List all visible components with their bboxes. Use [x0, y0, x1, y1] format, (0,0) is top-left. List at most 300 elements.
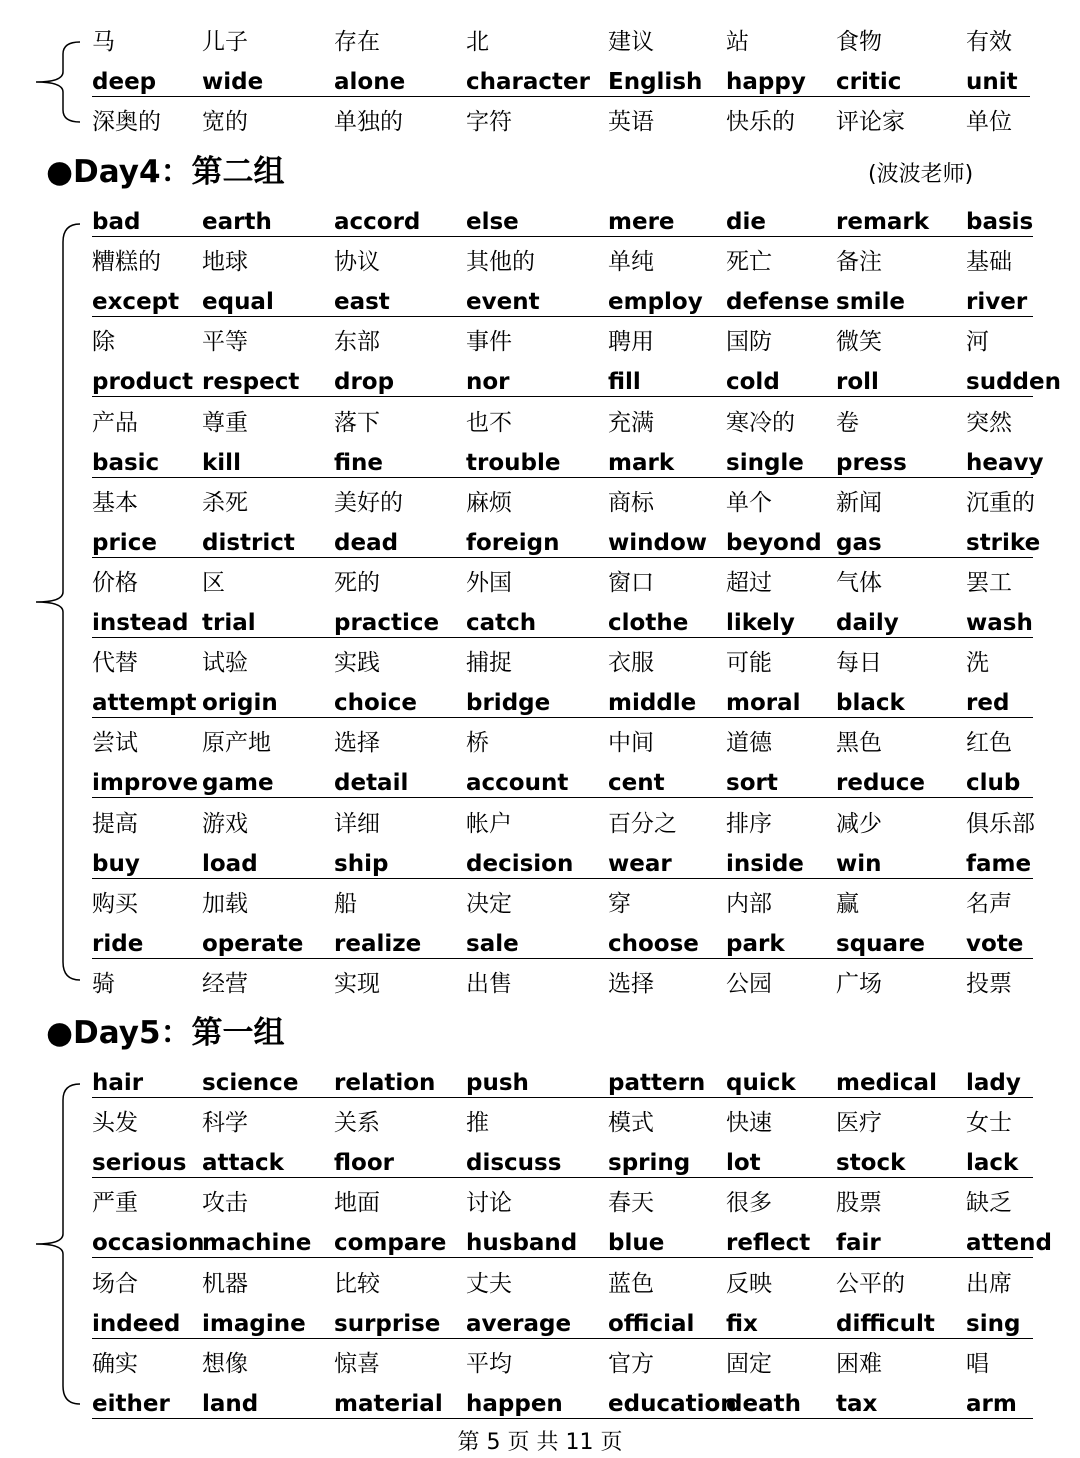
chinese-meaning: 卷 [836, 410, 859, 436]
english-word: official [608, 1311, 695, 1337]
section-heading-day5: ●Day5：第一组 [46, 1015, 285, 1051]
chinese-meaning: 困难 [836, 1351, 882, 1377]
chinese-meaning: 英语 [608, 109, 654, 135]
english-word-row [0, 1143, 1080, 1183]
english-word: death [726, 1391, 801, 1417]
chinese-meaning: 减少 [836, 811, 882, 837]
english-word: trial [202, 610, 256, 636]
chinese-meaning: 实现 [334, 971, 380, 997]
underline-rule [92, 1257, 1033, 1258]
chinese-meaning: 气体 [836, 570, 882, 596]
underline-rule [92, 878, 1033, 879]
underline-rule [92, 717, 1033, 718]
english-word: square [836, 931, 925, 957]
english-word: cent [608, 770, 665, 796]
chinese-meaning: 帐户 [466, 811, 512, 837]
english-word: defense [726, 289, 830, 315]
english-word: education [608, 1391, 737, 1417]
chinese-meaning: 黑色 [836, 730, 882, 756]
chinese-meaning: 站 [726, 29, 749, 55]
english-word: wash [966, 610, 1033, 636]
english-word: strike [966, 530, 1041, 556]
chinese-meaning: 评论家 [836, 109, 905, 135]
english-word: science [202, 1070, 299, 1096]
english-word: catch [466, 610, 537, 636]
chinese-meaning: 攻击 [202, 1190, 248, 1216]
english-word: land [202, 1391, 259, 1417]
english-word: blue [608, 1230, 665, 1256]
english-word: either [92, 1391, 170, 1417]
chinese-meaning: 蓝色 [608, 1271, 654, 1297]
chinese-meaning: 衣服 [608, 650, 654, 676]
chinese-meaning: 原产地 [202, 730, 271, 756]
english-word: roll [836, 369, 879, 395]
chinese-meaning: 场合 [92, 1271, 138, 1297]
chinese-meaning: 窗口 [608, 570, 654, 596]
english-word: clothe [608, 610, 689, 636]
english-word: dead [334, 530, 399, 556]
chinese-meaning: 机器 [202, 1271, 248, 1297]
chinese-meaning: 比较 [334, 1271, 380, 1297]
english-word: serious [92, 1150, 187, 1176]
english-word: load [202, 851, 258, 877]
english-word: black [836, 690, 905, 716]
english-word-row [0, 844, 1080, 884]
english-word-row [0, 924, 1080, 964]
english-word: moral [726, 690, 801, 716]
english-word: ride [92, 931, 144, 957]
chinese-meaning: 很多 [726, 1190, 772, 1216]
chinese-meaning: 寒冷的 [726, 410, 795, 436]
english-word: arm [966, 1391, 1017, 1417]
underline-rule [92, 637, 1033, 638]
english-word: remark [836, 209, 930, 235]
chinese-meaning: 固定 [726, 1351, 772, 1377]
chinese-meaning: 唱 [966, 1351, 989, 1377]
english-word: account [466, 770, 569, 796]
underline-rule [92, 96, 1030, 97]
chinese-meaning: 其他的 [466, 249, 535, 275]
english-word: tax [836, 1391, 878, 1417]
chinese-meaning: 内部 [726, 891, 772, 917]
english-word-row [0, 523, 1080, 563]
english-word: hair [92, 1070, 144, 1096]
chinese-meaning: 有效 [966, 29, 1012, 55]
english-word: spring [608, 1150, 691, 1176]
page-footer: 第 5 页 共 11 页 [457, 1430, 623, 1455]
english-word: mere [608, 209, 675, 235]
english-word-row [0, 1223, 1080, 1263]
english-word: product [92, 369, 194, 395]
english-word: push [466, 1070, 529, 1096]
english-word-row [0, 1063, 1080, 1103]
chinese-meaning: 提高 [92, 811, 138, 837]
chinese-meaning: 赢 [836, 891, 859, 917]
english-word: sing [966, 1311, 1021, 1337]
chinese-meaning: 出席 [966, 1271, 1012, 1297]
chinese-meaning: 广场 [836, 971, 882, 997]
english-word-row [0, 362, 1080, 402]
chinese-meaning: 麻烦 [466, 490, 512, 516]
english-word: occasion [92, 1230, 205, 1256]
english-word: relation [334, 1070, 436, 1096]
english-word: inside [726, 851, 804, 877]
english-word: deep [92, 69, 157, 95]
chinese-meaning: 代替 [92, 650, 138, 676]
english-word: material [334, 1391, 443, 1417]
chinese-meaning: 沉重的 [966, 490, 1035, 516]
english-word: wide [202, 69, 264, 95]
english-word: floor [334, 1150, 394, 1176]
english-word: husband [466, 1230, 578, 1256]
chinese-meaning: 建议 [608, 29, 654, 55]
underline-rule [92, 236, 1033, 237]
english-word: discuss [466, 1150, 562, 1176]
chinese-meaning: 头发 [92, 1110, 138, 1136]
english-word: critic [836, 69, 902, 95]
english-word: pattern [608, 1070, 706, 1096]
english-word: ship [334, 851, 389, 877]
underline-rule [92, 396, 1033, 397]
english-word-row [0, 683, 1080, 723]
english-word: kill [202, 450, 241, 476]
chinese-meaning: 科学 [202, 1110, 248, 1136]
chinese-meaning: 外国 [466, 570, 512, 596]
chinese-meaning: 试验 [202, 650, 248, 676]
english-word: earth [202, 209, 272, 235]
chinese-meaning: 单纯 [608, 249, 654, 275]
english-word: compare [334, 1230, 447, 1256]
chinese-meaning: 死亡 [726, 249, 772, 275]
chinese-meaning: 新闻 [836, 490, 882, 516]
english-word: lady [966, 1070, 1021, 1096]
english-word: event [466, 289, 540, 315]
chinese-meaning: 可能 [726, 650, 772, 676]
chinese-meaning-row [0, 884, 1080, 924]
chinese-meaning: 单个 [726, 490, 772, 516]
english-word: decision [466, 851, 574, 877]
english-word: fame [966, 851, 1032, 877]
chinese-meaning: 缺乏 [966, 1190, 1012, 1216]
chinese-meaning: 船 [334, 891, 357, 917]
underline-rule [92, 958, 1033, 959]
chinese-meaning: 区 [202, 570, 225, 596]
chinese-meaning: 基本 [92, 490, 138, 516]
chinese-meaning: 聘用 [608, 329, 654, 355]
chinese-meaning: 单独的 [334, 109, 403, 135]
chinese-meaning: 地面 [334, 1190, 380, 1216]
chinese-meaning: 事件 [466, 329, 512, 355]
chinese-meaning: 死的 [334, 570, 380, 596]
english-word-row [0, 443, 1080, 483]
chinese-meaning: 落下 [334, 410, 380, 436]
chinese-meaning: 惊喜 [334, 1351, 380, 1377]
chinese-meaning-row [0, 723, 1080, 763]
english-word: choose [608, 931, 699, 957]
chinese-meaning: 确实 [92, 1351, 138, 1377]
chinese-meaning-row [0, 322, 1080, 362]
english-word: unit [966, 69, 1018, 95]
english-word: accord [334, 209, 421, 235]
chinese-meaning: 尝试 [92, 730, 138, 756]
chinese-meaning: 除 [92, 329, 115, 355]
english-word: river [966, 289, 1028, 315]
english-word-row [0, 202, 1080, 242]
chinese-meaning: 美好的 [334, 490, 403, 516]
english-word: practice [334, 610, 440, 636]
english-word: wear [608, 851, 672, 877]
chinese-meaning: 洗 [966, 650, 989, 676]
english-word: bridge [466, 690, 551, 716]
chinese-meaning: 讨论 [466, 1190, 512, 1216]
chinese-meaning-row [0, 242, 1080, 282]
chinese-meaning: 食物 [836, 29, 882, 55]
underline-rule [92, 1418, 1033, 1419]
chinese-meaning: 排序 [726, 811, 772, 837]
chinese-meaning: 糟糕的 [92, 249, 161, 275]
english-word: vote [966, 931, 1024, 957]
chinese-meaning: 模式 [608, 1110, 654, 1136]
chinese-meaning: 协议 [334, 249, 380, 275]
chinese-meaning: 也不 [466, 410, 512, 436]
chinese-meaning-row [0, 22, 1080, 62]
chinese-meaning: 中间 [608, 730, 654, 756]
chinese-meaning-row [0, 102, 1080, 142]
english-word: detail [334, 770, 409, 796]
chinese-meaning: 红色 [966, 730, 1012, 756]
chinese-meaning: 选择 [608, 971, 654, 997]
chinese-meaning: 想像 [202, 1351, 248, 1377]
chinese-meaning-row [0, 563, 1080, 603]
chinese-meaning-row [0, 1264, 1080, 1304]
chinese-meaning: 价格 [92, 570, 138, 596]
english-word: reflect [726, 1230, 811, 1256]
chinese-meaning: 骑 [92, 971, 115, 997]
english-word: machine [202, 1230, 312, 1256]
english-word: equal [202, 289, 274, 315]
english-word: press [836, 450, 907, 476]
chinese-meaning: 存在 [334, 29, 380, 55]
english-word: except [92, 289, 180, 315]
english-word: imagine [202, 1311, 306, 1337]
english-word: club [966, 770, 1021, 796]
chinese-meaning: 快乐的 [726, 109, 795, 135]
english-word: game [202, 770, 274, 796]
underline-rule [92, 1097, 1033, 1098]
english-word: choice [334, 690, 417, 716]
chinese-meaning-row [0, 964, 1080, 1004]
english-word: daily [836, 610, 899, 636]
chinese-meaning-row [0, 403, 1080, 443]
english-word: cold [726, 369, 780, 395]
chinese-meaning: 微笑 [836, 329, 882, 355]
chinese-meaning: 突然 [966, 410, 1012, 436]
chinese-meaning: 公平的 [836, 1271, 905, 1297]
english-word: sale [466, 931, 519, 957]
underline-rule [92, 1177, 1033, 1178]
english-word-row [0, 763, 1080, 803]
underline-rule [92, 797, 1033, 798]
english-word: difficult [836, 1311, 935, 1337]
english-word: smile [836, 289, 906, 315]
english-word: else [466, 209, 519, 235]
chinese-meaning: 桥 [466, 730, 489, 756]
chinese-meaning: 推 [466, 1110, 489, 1136]
chinese-meaning: 捕捉 [466, 650, 512, 676]
chinese-meaning: 充满 [608, 410, 654, 436]
chinese-meaning: 商标 [608, 490, 654, 516]
english-word: fine [334, 450, 384, 476]
english-word: fair [836, 1230, 881, 1256]
english-word: origin [202, 690, 278, 716]
chinese-meaning: 北 [466, 29, 489, 55]
chinese-meaning-row [0, 643, 1080, 683]
english-word: gas [836, 530, 882, 556]
english-word: sudden [966, 369, 1061, 395]
chinese-meaning: 春天 [608, 1190, 654, 1216]
underline-rule [92, 557, 1033, 558]
english-word: operate [202, 931, 304, 957]
chinese-meaning-row [0, 1183, 1080, 1223]
chinese-meaning: 尊重 [202, 410, 248, 436]
underline-rule [92, 316, 1033, 317]
chinese-meaning: 备注 [836, 249, 882, 275]
english-word: price [92, 530, 157, 556]
english-word: instead [92, 610, 189, 636]
chinese-meaning: 东部 [334, 329, 380, 355]
english-word: trouble [466, 450, 561, 476]
english-word: quick [726, 1070, 796, 1096]
english-word: fill [608, 369, 641, 395]
english-word: fix [726, 1311, 758, 1337]
english-word: surprise [334, 1311, 441, 1337]
english-word: alone [334, 69, 406, 95]
english-word: medical [836, 1070, 937, 1096]
english-word: lot [726, 1150, 761, 1176]
english-word: window [608, 530, 708, 556]
english-word: indeed [92, 1311, 181, 1337]
english-word-row [0, 1384, 1080, 1424]
chinese-meaning-row [0, 1344, 1080, 1384]
chinese-meaning: 超过 [726, 570, 772, 596]
english-word: beyond [726, 530, 822, 556]
english-word: foreign [466, 530, 560, 556]
chinese-meaning: 地球 [202, 249, 248, 275]
english-word: single [726, 450, 804, 476]
english-word: die [726, 209, 766, 235]
english-word: mark [608, 450, 675, 476]
english-word: attempt [92, 690, 197, 716]
chinese-meaning: 道德 [726, 730, 772, 756]
english-word: win [836, 851, 882, 877]
teacher-note: (波波老师) [868, 162, 974, 187]
english-word: average [466, 1311, 572, 1337]
underline-rule [92, 1338, 1033, 1339]
chinese-meaning: 经营 [202, 971, 248, 997]
english-word: improve [92, 770, 199, 796]
english-word: bad [92, 209, 141, 235]
english-word: red [966, 690, 1010, 716]
chinese-meaning: 股票 [836, 1190, 882, 1216]
chinese-meaning: 杀死 [202, 490, 248, 516]
underline-rule [92, 477, 1033, 478]
english-word: employ [608, 289, 703, 315]
chinese-meaning: 快速 [726, 1110, 772, 1136]
chinese-meaning: 出售 [466, 971, 512, 997]
chinese-meaning: 游戏 [202, 811, 248, 837]
chinese-meaning: 决定 [466, 891, 512, 917]
chinese-meaning: 俱乐部 [966, 811, 1035, 837]
chinese-meaning: 宽的 [202, 109, 248, 135]
english-word: middle [608, 690, 697, 716]
chinese-meaning: 单位 [966, 109, 1012, 135]
chinese-meaning: 加载 [202, 891, 248, 917]
chinese-meaning: 严重 [92, 1190, 138, 1216]
english-word: basic [92, 450, 160, 476]
chinese-meaning: 女士 [966, 1110, 1012, 1136]
english-word: attend [966, 1230, 1052, 1256]
english-word: district [202, 530, 295, 556]
english-word: happy [726, 69, 806, 95]
chinese-meaning: 深奥的 [92, 109, 161, 135]
english-word-row [0, 603, 1080, 643]
chinese-meaning: 平均 [466, 1351, 512, 1377]
chinese-meaning: 详细 [334, 811, 380, 837]
english-word-row [0, 62, 1080, 102]
chinese-meaning: 医疗 [836, 1110, 882, 1136]
english-word: heavy [966, 450, 1044, 476]
chinese-meaning: 马 [92, 29, 115, 55]
chinese-meaning: 罢工 [966, 570, 1012, 596]
section-heading-day4: ●Day4：第二组 [46, 154, 285, 190]
english-word: happen [466, 1391, 563, 1417]
english-word: east [334, 289, 390, 315]
chinese-meaning: 官方 [608, 1351, 654, 1377]
english-word-row [0, 282, 1080, 322]
english-word: drop [334, 369, 395, 395]
chinese-meaning: 每日 [836, 650, 882, 676]
english-word: likely [726, 610, 795, 636]
chinese-meaning-row [0, 1103, 1080, 1143]
english-word: stock [836, 1150, 906, 1176]
chinese-meaning: 名声 [966, 891, 1012, 917]
chinese-meaning: 百分之 [608, 811, 677, 837]
english-word: lack [966, 1150, 1019, 1176]
chinese-meaning: 国防 [726, 329, 772, 355]
english-word: buy [92, 851, 140, 877]
english-word: park [726, 931, 785, 957]
chinese-meaning: 实践 [334, 650, 380, 676]
chinese-meaning: 选择 [334, 730, 380, 756]
english-word-row [0, 1304, 1080, 1344]
english-word: character [466, 69, 590, 95]
chinese-meaning: 基础 [966, 249, 1012, 275]
english-word: nor [466, 369, 510, 395]
english-word: basis [966, 209, 1034, 235]
chinese-meaning-row [0, 483, 1080, 523]
chinese-meaning: 购买 [92, 891, 138, 917]
chinese-meaning: 公园 [726, 971, 772, 997]
chinese-meaning: 儿子 [202, 29, 248, 55]
chinese-meaning: 反映 [726, 1271, 772, 1297]
chinese-meaning: 产品 [92, 410, 138, 436]
chinese-meaning: 投票 [966, 971, 1012, 997]
english-word: respect [202, 369, 300, 395]
chinese-meaning: 丈夫 [466, 1271, 512, 1297]
english-word: reduce [836, 770, 926, 796]
chinese-meaning: 关系 [334, 1110, 380, 1136]
chinese-meaning: 平等 [202, 329, 248, 355]
